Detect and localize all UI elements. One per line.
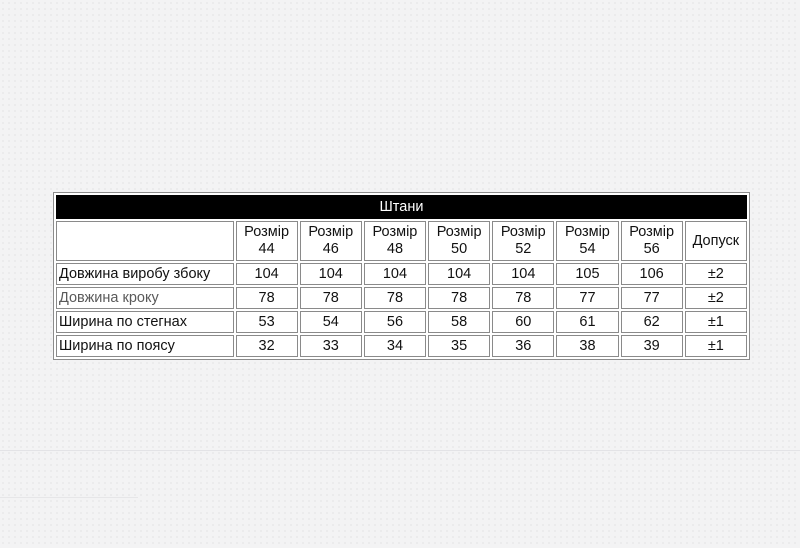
size-chart-table xyxy=(53,192,750,360)
header-cell-size-44: Розмір 44 xyxy=(236,221,298,261)
table-cell: 32 xyxy=(236,335,298,357)
table-cell: 56 xyxy=(364,311,426,333)
table-cell: 53 xyxy=(236,311,298,333)
table-row xyxy=(56,311,747,333)
table-cell: 36 xyxy=(492,335,554,357)
header-cell-size-52: Розмір 52 xyxy=(492,221,554,261)
background-divider xyxy=(0,450,800,451)
table-title: Штани xyxy=(56,195,747,219)
table-cell: 33 xyxy=(300,335,362,357)
table-row xyxy=(56,263,747,285)
table-row xyxy=(56,287,747,309)
header-cell-tolerance: Допуск xyxy=(685,221,747,261)
table-cell: 104 xyxy=(428,263,490,285)
header-cell-size-54: Розмір 54 xyxy=(556,221,618,261)
table-cell: 58 xyxy=(428,311,490,333)
table-cell: 78 xyxy=(428,287,490,309)
table-cell: 106 xyxy=(621,263,683,285)
background-divider-short xyxy=(0,497,138,498)
header-cell-size-46: Розмір 46 xyxy=(300,221,362,261)
table-header-row xyxy=(56,221,747,261)
table-cell: 78 xyxy=(236,287,298,309)
table-cell: 77 xyxy=(556,287,618,309)
table-cell: 60 xyxy=(492,311,554,333)
header-cell-size-56: Розмір 56 xyxy=(621,221,683,261)
table-cell: ±2 xyxy=(685,263,747,285)
table-cell: ±1 xyxy=(685,335,747,357)
table-cell: 104 xyxy=(492,263,554,285)
row-label: Ширина по поясу xyxy=(56,335,234,357)
table-cell: 105 xyxy=(556,263,618,285)
table-cell: 34 xyxy=(364,335,426,357)
table-cell: 61 xyxy=(556,311,618,333)
row-label: Довжина кроку xyxy=(56,287,234,309)
table-title-row xyxy=(56,195,747,219)
table-cell: 78 xyxy=(492,287,554,309)
table-cell: 104 xyxy=(364,263,426,285)
table-cell: 62 xyxy=(621,311,683,333)
table-cell: 39 xyxy=(621,335,683,357)
table-cell: 54 xyxy=(300,311,362,333)
table-cell: 35 xyxy=(428,335,490,357)
table-cell: 104 xyxy=(236,263,298,285)
table-cell: 38 xyxy=(556,335,618,357)
table-cell: ±2 xyxy=(685,287,747,309)
row-label: Ширина по стегнах xyxy=(56,311,234,333)
table-cell: 104 xyxy=(300,263,362,285)
header-cell-size-50: Розмір 50 xyxy=(428,221,490,261)
table-cell: ±1 xyxy=(685,311,747,333)
header-cell-size-48: Розмір 48 xyxy=(364,221,426,261)
row-label: Довжина виробу збоку xyxy=(56,263,234,285)
header-cell-blank xyxy=(56,221,234,261)
table-cell: 78 xyxy=(364,287,426,309)
table-cell: 78 xyxy=(300,287,362,309)
table-cell: 77 xyxy=(621,287,683,309)
table-row xyxy=(56,335,747,357)
